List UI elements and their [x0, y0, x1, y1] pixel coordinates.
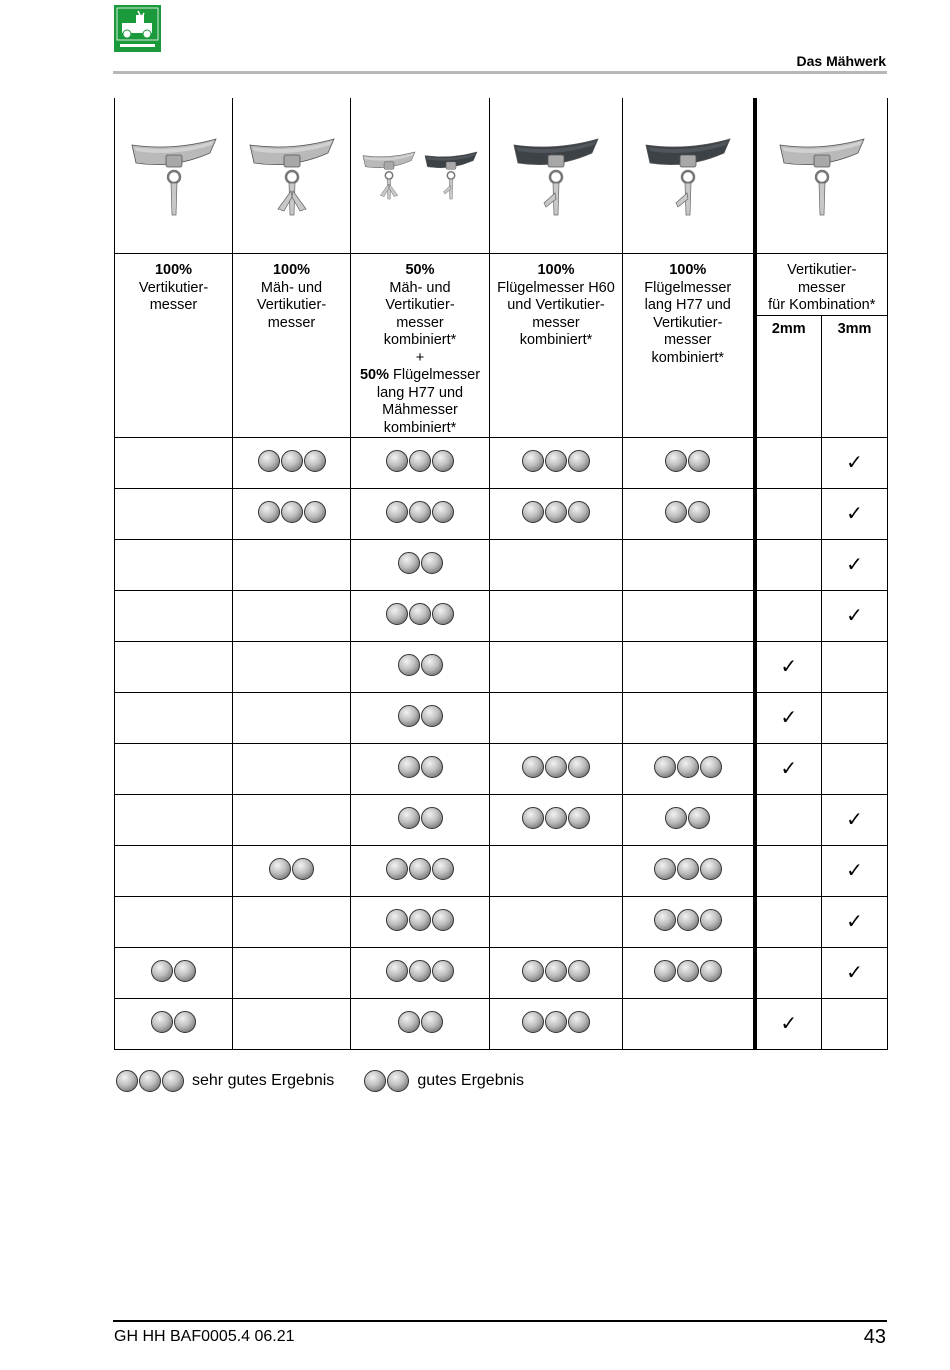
check-cell-2mm: [755, 744, 822, 795]
rating-cell: [490, 948, 623, 999]
column-label-line: messer: [797, 279, 846, 296]
maeh-und-vertikutiermesser-icon: [242, 210, 342, 227]
rating-cell: [115, 693, 233, 744]
rating-cell: [351, 795, 490, 846]
rating-two-balls-icon: [398, 654, 443, 676]
column-label-line: Vertikutier-: [653, 314, 723, 331]
check-cell-2mm: [755, 591, 822, 642]
check-cell-3mm: [822, 744, 888, 795]
rating-cell: [115, 795, 233, 846]
check-cell-3mm: [822, 846, 888, 897]
rating-cell: [233, 948, 351, 999]
rating-cell: [233, 591, 351, 642]
rating-two-balls-icon: [665, 501, 710, 523]
column-label-line: messer: [532, 314, 580, 331]
fluegelmesser-h60-icon: [506, 210, 606, 227]
rating-three-balls-icon: [654, 756, 722, 778]
rating-three-balls-icon: [386, 501, 454, 523]
rating-cell: [115, 948, 233, 999]
rating-cell: [623, 438, 755, 489]
column-label-line: Flügelmesser H60: [497, 279, 615, 296]
check-cell-2mm: [755, 795, 822, 846]
rating-cell: [233, 540, 351, 591]
rating-cell: [115, 897, 233, 948]
check-cell-2mm: [755, 846, 822, 897]
check-cell-2mm: [755, 438, 822, 489]
table-row: [115, 846, 888, 897]
rating-cell: [115, 846, 233, 897]
legend-three-balls-icon: [116, 1070, 184, 1092]
check-cell-3mm: [822, 795, 888, 846]
check-cell-2mm: [755, 540, 822, 591]
column-label-line: lang H77 und: [376, 384, 464, 401]
column-header: [233, 254, 351, 438]
rating-three-balls-icon: [522, 807, 590, 829]
rating-cell: [623, 999, 755, 1050]
check-cell-3mm: [822, 999, 888, 1050]
check-icon: ✓: [846, 502, 863, 525]
column-label-line: messer: [663, 332, 712, 348]
check-icon: ✓: [780, 655, 798, 678]
rating-cell: [490, 540, 623, 591]
footer-doc-id: GH HH BAF0005.4 06.21: [114, 1328, 295, 1345]
check-cell-2mm: [755, 948, 822, 999]
check-cell-3mm: [822, 948, 888, 999]
column-label-line: Vertikutier-: [787, 262, 857, 278]
check-cell-3mm: [822, 438, 888, 489]
rating-cell: [623, 540, 755, 591]
column-label-line: messer: [267, 314, 316, 331]
rating-cell: [115, 999, 233, 1050]
rating-cell: [490, 846, 623, 897]
column-label-line: messer: [149, 297, 198, 313]
knife-image-cell: [623, 98, 755, 254]
rating-cell: [115, 489, 233, 540]
rating-three-balls-icon: [258, 450, 326, 472]
rating-cell: [233, 795, 351, 846]
rating-two-balls-icon: [398, 807, 443, 829]
table-row: [115, 795, 888, 846]
column-percent: 100%: [537, 262, 575, 278]
check-icon: ✓: [780, 757, 798, 780]
column-label-line: Mäh- und: [260, 279, 323, 296]
rating-cell: [623, 795, 755, 846]
rating-cell: [623, 744, 755, 795]
column-label-line: +: [415, 349, 425, 366]
knife-image-cell: [233, 98, 351, 254]
rating-cell: [115, 438, 233, 489]
column-label-line: kombiniert*: [383, 332, 457, 348]
column-label-line: messer: [396, 314, 444, 331]
table-row: [115, 438, 888, 489]
rating-cell: [623, 846, 755, 897]
rating-three-balls-icon: [258, 501, 326, 523]
column-label-line: Mäh- und: [389, 279, 451, 296]
rating-cell: [115, 744, 233, 795]
rating-cell: [351, 999, 490, 1050]
check-icon: ✓: [846, 910, 863, 933]
check-cell-2mm: [755, 897, 822, 948]
check-cell-2mm: [755, 693, 822, 744]
column-label-line: Vertikutier-: [138, 279, 209, 296]
rating-two-balls-icon: [398, 1011, 443, 1033]
rating-cell: [233, 846, 351, 897]
column-label-line: kombiniert*: [519, 332, 593, 348]
rating-three-balls-icon: [654, 909, 722, 931]
rating-cell: [233, 897, 351, 948]
rating-three-balls-icon: [522, 756, 590, 778]
table-row: [115, 693, 888, 744]
column-label-line: für Kombination*: [768, 297, 876, 313]
rating-cell: [233, 999, 351, 1050]
rating-cell: [623, 591, 755, 642]
column-label-line: und Vertikutier-: [507, 297, 605, 313]
legend-good-label: gutes Ergebnis: [417, 1072, 525, 1089]
page-number: 43: [863, 1326, 886, 1348]
rating-three-balls-icon: [654, 858, 722, 880]
rating-cell: [490, 642, 623, 693]
rating-two-balls-icon: [398, 705, 443, 727]
column-percent: 50%: [405, 262, 435, 278]
table-row: [115, 948, 888, 999]
rating-cell: [490, 795, 623, 846]
check-cell-2mm: [755, 489, 822, 540]
rating-three-balls-icon: [654, 960, 722, 982]
rating-three-balls-icon: [522, 960, 590, 982]
rating-two-balls-icon: [398, 552, 443, 574]
check-cell-3mm: [822, 693, 888, 744]
check-icon: ✓: [780, 706, 798, 729]
vertikutiermesser-icon: [124, 210, 224, 227]
rating-cell: [490, 591, 623, 642]
knife-combination-table: [114, 98, 888, 1050]
column-label-line: Vertikutier-: [385, 297, 455, 313]
rating-three-balls-icon: [386, 909, 454, 931]
column-label-line: Vertikutier-: [256, 297, 327, 313]
rating-three-balls-icon: [386, 858, 454, 880]
column-header: [351, 254, 490, 438]
rating-cell: [351, 948, 490, 999]
rating-two-balls-icon: [151, 1011, 196, 1033]
rating-cell: [490, 999, 623, 1050]
rating-cell: [490, 693, 623, 744]
rating-cell: [233, 642, 351, 693]
check-icon: ✓: [846, 859, 863, 882]
check-icon: ✓: [846, 553, 863, 576]
legend: [116, 1066, 554, 1096]
column-label-line: Mähmesser: [382, 402, 458, 418]
check-icon: ✓: [846, 451, 863, 474]
check-icon: ✓: [846, 604, 863, 627]
knife-image-cell: [115, 98, 233, 254]
rating-cell: [490, 489, 623, 540]
column-header: [623, 254, 755, 438]
amazone-logo: [114, 5, 161, 52]
rating-cell: [351, 438, 490, 489]
rating-cell: [115, 591, 233, 642]
rating-three-balls-icon: [386, 603, 454, 625]
rating-two-balls-icon: [665, 807, 710, 829]
column-header: [115, 254, 233, 438]
table-row: [115, 897, 888, 948]
check-icon: ✓: [780, 1012, 798, 1035]
table-row: [115, 489, 888, 540]
rating-two-balls-icon: [398, 756, 443, 778]
check-cell-3mm: [822, 642, 888, 693]
column-header: [755, 254, 888, 316]
page-header-title: Das Mähwerk: [796, 53, 886, 69]
rating-cell: [233, 489, 351, 540]
check-cell-3mm: [822, 489, 888, 540]
rating-cell: [490, 438, 623, 489]
fluegelmesser-h77-icon: [638, 210, 738, 227]
check-icon: ✓: [846, 961, 863, 984]
table-row: [115, 540, 888, 591]
rating-cell: [233, 438, 351, 489]
rating-cell: [115, 642, 233, 693]
rating-cell: [351, 744, 490, 795]
rating-cell: [623, 948, 755, 999]
table-row: [115, 642, 888, 693]
column-percent: 100%: [669, 262, 707, 278]
rating-cell: [623, 897, 755, 948]
check-cell-2mm: [755, 999, 822, 1050]
rating-cell: [623, 489, 755, 540]
rating-cell: [623, 642, 755, 693]
table-row: [115, 744, 888, 795]
image-row: [115, 98, 888, 254]
subheader-cell: [755, 316, 822, 438]
table-row: [115, 999, 888, 1050]
subheader-3mm: 3mm: [837, 321, 872, 337]
legend-two-balls-icon: [364, 1070, 409, 1092]
rating-two-balls-icon: [269, 858, 314, 880]
rating-cell: [351, 642, 490, 693]
column-label-line: kombiniert*: [651, 349, 725, 366]
rating-two-balls-icon: [151, 960, 196, 982]
rating-three-balls-icon: [522, 450, 590, 472]
rating-cell: [490, 744, 623, 795]
table-row: [115, 591, 888, 642]
knife-image-cell: [490, 98, 623, 254]
column-percent-2: 50%: [359, 367, 389, 383]
rating-three-balls-icon: [522, 501, 590, 523]
rating-cell: [623, 693, 755, 744]
column-percent: 100%: [154, 262, 193, 278]
rating-cell: [490, 897, 623, 948]
rating-three-balls-icon: [386, 450, 454, 472]
rating-cell: [115, 540, 233, 591]
header-divider: [113, 71, 887, 74]
rating-cell: [233, 744, 351, 795]
check-cell-3mm: [822, 897, 888, 948]
column-label-line: lang H77 und: [644, 297, 731, 313]
rating-cell: [351, 540, 490, 591]
rating-cell: [233, 693, 351, 744]
rating-cell: [351, 846, 490, 897]
check-cell-2mm: [755, 642, 822, 693]
rating-cell: [351, 489, 490, 540]
column-percent: 100%: [272, 262, 311, 278]
rating-cell: [351, 693, 490, 744]
vertikutiermesser-kombination-icon: [772, 210, 872, 227]
rating-cell: [351, 591, 490, 642]
subheader-2mm: 2mm: [771, 321, 806, 337]
column-label-line: Flügelmesser: [388, 367, 481, 383]
knife-image-cell: [351, 98, 490, 254]
rating-two-balls-icon: [665, 450, 710, 472]
kombination-50-50-icon: [358, 191, 482, 208]
footer-divider: [113, 1320, 887, 1322]
subheader-cell: [822, 316, 888, 438]
check-cell-3mm: [822, 540, 888, 591]
check-cell-3mm: [822, 591, 888, 642]
column-label-line: kombiniert*: [383, 419, 457, 436]
check-icon: ✓: [846, 808, 863, 831]
knife-image-cell: [755, 98, 888, 254]
legend-very-good-label: sehr gutes Ergebnis: [192, 1072, 335, 1089]
rating-three-balls-icon: [522, 1011, 590, 1033]
header-row: [115, 254, 888, 316]
rating-three-balls-icon: [386, 960, 454, 982]
column-header: [490, 254, 623, 438]
rating-cell: [351, 897, 490, 948]
column-label-line: Flügelmesser: [644, 279, 732, 296]
